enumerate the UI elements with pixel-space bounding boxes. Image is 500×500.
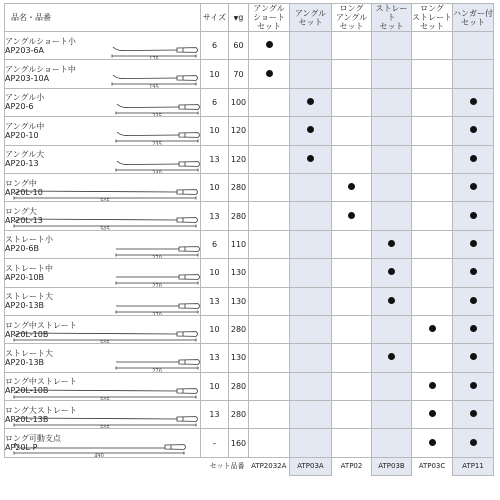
set-cell-4 — [412, 315, 453, 343]
item-size: 13 — [201, 202, 229, 230]
tool-illustration — [115, 130, 201, 145]
set-cell-0 — [249, 287, 290, 315]
set-cell-4 — [412, 145, 453, 173]
item-size: 10 — [201, 117, 229, 145]
item-weight: 60 — [229, 32, 249, 60]
set-cell-3 — [372, 315, 412, 343]
item-weight: 100 — [229, 88, 249, 116]
item-weight: 280 — [229, 173, 249, 201]
header-set-5 — [453, 4, 494, 32]
item-name-cell — [5, 88, 201, 116]
header-weight-unit: g — [238, 12, 244, 22]
item-weight: 70 — [229, 60, 249, 88]
set-cell-3 — [372, 32, 412, 60]
item-name: ストレート大 — [5, 292, 53, 302]
included-dot-icon — [429, 325, 436, 332]
item-size: 13 — [201, 145, 229, 173]
dimension-label: 270 — [152, 368, 162, 374]
set-cell-4 — [412, 202, 453, 230]
set-cell-1 — [290, 230, 332, 258]
item-name-cell — [5, 259, 201, 287]
set-cell-5 — [453, 344, 494, 372]
item-size: 13 — [201, 401, 229, 429]
included-dot-icon — [470, 183, 477, 190]
item-code: AP20-13B — [5, 301, 45, 311]
set-cell-0 — [249, 202, 290, 230]
set-cell-2 — [332, 230, 372, 258]
item-size: 10 — [201, 372, 229, 400]
set-cell-1 — [290, 372, 332, 400]
header-set-line: ストレート — [412, 13, 452, 22]
table-row — [5, 32, 494, 60]
set-cell-0 — [249, 429, 290, 457]
item-name: ストレート中 — [5, 263, 53, 273]
set-code-2: ATP02 — [340, 462, 363, 471]
item-size: 10 — [201, 60, 229, 88]
included-dot-icon — [470, 297, 477, 304]
item-name-cell — [5, 32, 201, 60]
item-name-cell — [5, 401, 201, 429]
set-cell-5 — [453, 145, 494, 173]
item-code: AP203-6A — [5, 45, 45, 55]
header-set-line: アングル — [253, 4, 285, 13]
included-dot-icon — [470, 212, 477, 219]
table-row — [5, 202, 494, 230]
included-dot-icon — [388, 297, 395, 304]
item-name-cell — [5, 315, 201, 343]
item-size: 6 — [201, 32, 229, 60]
included-dot-icon — [307, 98, 314, 105]
item-name: アングル大 — [5, 150, 45, 160]
set-cell-5 — [453, 202, 494, 230]
item-code: AP20L-10B — [5, 329, 49, 339]
tool-illustration — [13, 215, 201, 230]
set-cell-5 — [453, 173, 494, 201]
set-cell-1 — [290, 145, 332, 173]
table-row — [5, 344, 494, 372]
dimension-label: 505 — [100, 397, 110, 402]
item-size: 13 — [201, 344, 229, 372]
item-weight: 160 — [229, 429, 249, 457]
header-size: サイズ — [201, 4, 229, 32]
set-cell-1 — [290, 32, 332, 60]
dimension-label: 505 — [100, 226, 110, 232]
item-code: AP20L-13 — [5, 216, 43, 226]
item-name-cell — [5, 344, 201, 372]
tool-illustration — [13, 442, 191, 457]
set-cell-0 — [249, 259, 290, 287]
set-cell-3 — [372, 372, 412, 400]
included-dot-icon — [470, 382, 477, 389]
set-cell-2 — [332, 372, 372, 400]
header-set-line: アングル — [335, 13, 368, 22]
item-name-cell — [5, 173, 201, 201]
included-dot-icon — [266, 41, 273, 48]
set-cell-5 — [453, 230, 494, 258]
set-cell-3 — [372, 173, 412, 201]
tool-illustration — [115, 102, 201, 117]
item-name: アングル中 — [5, 121, 45, 131]
set-cell-0 — [249, 117, 290, 145]
set-cell-3 — [372, 429, 412, 457]
dimension-label: 175 — [149, 56, 159, 61]
set-cell-1 — [290, 401, 332, 429]
set-cell-2 — [332, 344, 372, 372]
set-cell-2 — [332, 173, 372, 201]
dimension-label: 270 — [152, 283, 162, 289]
tool-illustration — [115, 272, 201, 287]
set-cell-0 — [249, 60, 290, 88]
header-set-line: セット — [298, 17, 323, 27]
item-weight: 110 — [229, 230, 249, 258]
footer-row — [5, 457, 494, 475]
table-row — [5, 287, 494, 315]
set-cell-0 — [249, 145, 290, 173]
set-cell-2 — [332, 117, 372, 145]
item-name: ロング大 — [5, 207, 37, 217]
set-cell-4 — [412, 401, 453, 429]
header-set-4 — [412, 4, 453, 32]
included-dot-icon — [470, 439, 477, 446]
dimension-label: 505 — [100, 425, 110, 431]
included-dot-icon — [429, 439, 436, 446]
set-cell-2 — [332, 145, 372, 173]
tool-illustration — [111, 45, 201, 60]
set-code-4: ATP03C — [418, 462, 446, 471]
included-dot-icon — [470, 353, 477, 360]
item-name: ストレート小 — [5, 235, 53, 245]
set-cell-3 — [372, 401, 412, 429]
item-size: 10 — [201, 315, 229, 343]
included-dot-icon — [470, 325, 477, 332]
set-cell-0 — [249, 88, 290, 116]
included-dot-icon — [348, 183, 355, 190]
table-row — [5, 315, 494, 343]
spec-table — [4, 3, 494, 476]
included-dot-icon — [429, 382, 436, 389]
header-name: 品名・品番 — [5, 4, 201, 32]
table-row — [5, 259, 494, 287]
item-weight: 120 — [229, 145, 249, 173]
included-dot-icon — [348, 212, 355, 219]
header-set-line: セット — [420, 22, 444, 31]
item-weight: 130 — [229, 287, 249, 315]
header-set-line: アングル — [294, 8, 327, 18]
dimension-label: 505 — [100, 198, 110, 203]
set-cell-4 — [412, 32, 453, 60]
set-cell-1 — [290, 344, 332, 372]
table-row — [5, 60, 494, 88]
item-name-cell — [5, 202, 201, 230]
set-cell-4 — [412, 344, 453, 372]
set-cell-3 — [372, 117, 412, 145]
item-weight: 130 — [229, 259, 249, 287]
item-weight: 120 — [229, 117, 249, 145]
item-name-cell — [5, 372, 201, 400]
set-cell-5 — [453, 259, 494, 287]
set-cell-1 — [290, 315, 332, 343]
set-cell-3 — [372, 88, 412, 116]
header-weight — [229, 4, 249, 32]
tool-illustration — [111, 73, 201, 88]
header-set-line: ストレート — [375, 4, 408, 22]
set-cell-3 — [372, 344, 412, 372]
set-cell-0 — [249, 230, 290, 258]
item-name: ロング中ストレート — [5, 377, 77, 387]
item-size: 13 — [201, 287, 229, 315]
set-cell-2 — [332, 401, 372, 429]
item-code: AP203-10A — [5, 74, 50, 84]
set-cell-2 — [332, 429, 372, 457]
item-code: AP20-6 — [5, 102, 34, 112]
item-code: AP20-10B — [5, 272, 45, 282]
set-cell-2 — [332, 88, 372, 116]
table-row — [5, 173, 494, 201]
item-code: AP20L-10B — [5, 386, 49, 396]
footer-label: セット品番 — [209, 462, 245, 471]
item-size: 6 — [201, 230, 229, 258]
set-cell-3 — [372, 145, 412, 173]
included-dot-icon — [429, 410, 436, 417]
header-set-line: ロング — [420, 4, 444, 13]
item-code: AP20-13 — [5, 159, 39, 169]
item-name-cell — [5, 60, 201, 88]
item-code: AP20-10 — [5, 130, 39, 140]
set-cell-3 — [372, 202, 412, 230]
header-set-1 — [290, 4, 332, 32]
set-cell-0 — [249, 401, 290, 429]
item-code: AP20-6B — [5, 244, 39, 254]
set-cell-5 — [453, 32, 494, 60]
item-name: アングルショート小 — [5, 36, 76, 46]
set-code-0: ATP2032A — [251, 462, 287, 471]
item-weight: 130 — [229, 344, 249, 372]
included-dot-icon — [307, 155, 314, 162]
set-code-1: ATP03A — [290, 457, 332, 475]
tool-illustration — [115, 301, 201, 316]
dimension-label: 270 — [152, 312, 162, 317]
set-cell-1 — [290, 202, 332, 230]
set-cell-1 — [290, 60, 332, 88]
dimension-label: 235 — [152, 113, 162, 118]
item-name: アングル小 — [5, 93, 45, 103]
header-set-line: ハンガー付 — [453, 8, 493, 18]
set-cell-5 — [453, 60, 494, 88]
set-cell-4 — [412, 117, 453, 145]
item-code: AP20L-10 — [5, 187, 43, 197]
set-cell-0 — [249, 344, 290, 372]
header-set-line: セット — [461, 17, 485, 27]
set-cell-2 — [332, 202, 372, 230]
table-row — [5, 88, 494, 116]
set-cell-1 — [290, 287, 332, 315]
tool-illustration — [115, 244, 201, 259]
item-weight: 280 — [229, 401, 249, 429]
set-cell-0 — [249, 173, 290, 201]
set-cell-1 — [290, 88, 332, 116]
set-code-3: ATP03B — [372, 457, 412, 475]
header-set-line: セット — [257, 22, 281, 31]
set-cell-5 — [453, 401, 494, 429]
item-size: – — [201, 429, 229, 457]
included-dot-icon — [266, 70, 273, 77]
included-dot-icon — [470, 98, 477, 105]
item-weight: 280 — [229, 372, 249, 400]
set-cell-4 — [412, 173, 453, 201]
item-name: ロング中ストレート — [5, 320, 77, 330]
tool-illustration — [13, 414, 201, 429]
set-cell-4 — [412, 372, 453, 400]
dimension-label: 490 — [94, 453, 104, 459]
table-row — [5, 117, 494, 145]
set-cell-2 — [332, 60, 372, 88]
header-row — [5, 4, 494, 32]
set-cell-4 — [412, 60, 453, 88]
set-cell-4 — [412, 259, 453, 287]
tool-illustration — [13, 187, 201, 202]
set-cell-3 — [372, 287, 412, 315]
included-dot-icon — [388, 268, 395, 275]
set-cell-4 — [412, 287, 453, 315]
set-cell-2 — [332, 287, 372, 315]
set-cell-3 — [372, 60, 412, 88]
included-dot-icon — [470, 155, 477, 162]
item-size: 10 — [201, 173, 229, 201]
included-dot-icon — [470, 410, 477, 417]
set-cell-2 — [332, 315, 372, 343]
set-cell-1 — [290, 173, 332, 201]
item-weight: 280 — [229, 202, 249, 230]
item-name: ストレート大 — [5, 348, 53, 358]
item-code: AP20L-P — [5, 443, 38, 453]
item-size: 6 — [201, 88, 229, 116]
table-row — [5, 145, 494, 173]
item-name: ロング中 — [5, 178, 37, 188]
item-name-cell — [5, 429, 201, 457]
table-row — [5, 372, 494, 400]
header-set-0 — [249, 4, 290, 32]
set-cell-0 — [249, 32, 290, 60]
item-weight: 280 — [229, 315, 249, 343]
set-cell-5 — [453, 429, 494, 457]
set-cell-1 — [290, 429, 332, 457]
set-cell-1 — [290, 117, 332, 145]
included-dot-icon — [388, 353, 395, 360]
set-cell-5 — [453, 315, 494, 343]
set-cell-2 — [332, 32, 372, 60]
item-code: AP20-13B — [5, 357, 45, 367]
item-name-cell — [5, 287, 201, 315]
included-dot-icon — [470, 126, 477, 133]
dimension-label: 235 — [152, 141, 162, 147]
included-dot-icon — [470, 268, 477, 275]
set-cell-3 — [372, 259, 412, 287]
set-code-5: ATP11 — [453, 457, 494, 475]
tool-illustration — [13, 386, 201, 401]
table-row — [5, 401, 494, 429]
set-cell-5 — [453, 287, 494, 315]
table-row — [5, 230, 494, 258]
header-set-line: ショート — [253, 13, 285, 22]
tool-illustration — [115, 159, 201, 174]
header-set-line: セット — [379, 22, 404, 31]
header-set-3 — [372, 4, 412, 32]
set-cell-0 — [249, 372, 290, 400]
dimension-label: 270 — [152, 255, 162, 260]
triangle-down-icon: ▼ — [233, 14, 239, 22]
header-set-line: セット — [339, 22, 364, 31]
tool-illustration — [13, 329, 201, 344]
item-name: アングルショート中 — [5, 65, 76, 75]
item-name-cell — [5, 117, 201, 145]
dimension-label: 505 — [100, 340, 110, 345]
item-code: AP20L-13B — [5, 414, 49, 424]
set-cell-5 — [453, 88, 494, 116]
included-dot-icon — [388, 240, 395, 247]
included-dot-icon — [470, 240, 477, 247]
item-name: ロング可動支点 — [5, 434, 61, 444]
item-name: ロング大ストレート — [5, 405, 77, 415]
item-name-cell — [5, 145, 201, 173]
item-name-cell — [5, 230, 201, 258]
dimension-label: 240 — [152, 170, 162, 175]
set-cell-4 — [412, 230, 453, 258]
table-row — [5, 429, 494, 457]
header-set-line: ロング — [339, 4, 364, 13]
set-cell-4 — [412, 88, 453, 116]
set-cell-1 — [290, 259, 332, 287]
header-set-2 — [332, 4, 372, 32]
set-cell-5 — [453, 372, 494, 400]
tool-illustration — [115, 357, 201, 372]
included-dot-icon — [307, 126, 314, 133]
set-cell-3 — [372, 230, 412, 258]
item-size: 10 — [201, 259, 229, 287]
set-cell-4 — [412, 429, 453, 457]
set-cell-0 — [249, 315, 290, 343]
set-cell-2 — [332, 259, 372, 287]
dimension-label: 195 — [149, 84, 159, 90]
set-cell-5 — [453, 117, 494, 145]
